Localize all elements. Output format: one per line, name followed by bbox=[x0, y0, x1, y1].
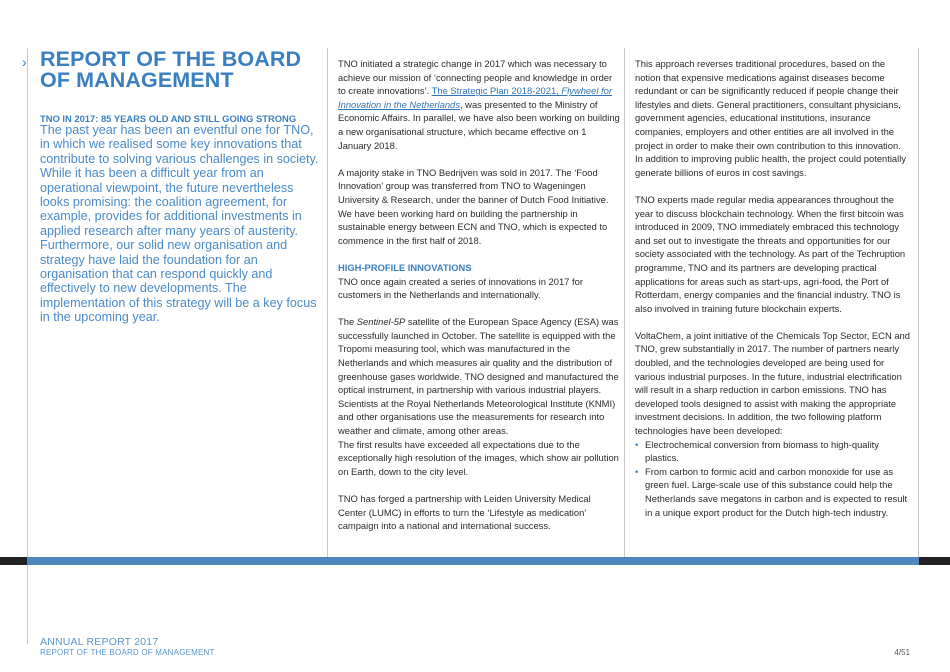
paragraph: A majority stake in TNO Bedrijven was sold in 2017. The ‘Food Innovation’ group was transferred from TNO to Wageningen University & Research, under the banner of Dutch Food Initiative. We have been working hard on building the partnership in sustainable energy between ECN and TNO, which is expected to commence in the first half of 2018. bbox=[338, 166, 609, 246]
page-number: 4/51 bbox=[894, 648, 910, 657]
column-divider-right bbox=[918, 48, 919, 558]
paragraph bbox=[338, 57, 620, 152]
section-heading: HIGH-PROFILE INNOVATIONS bbox=[338, 261, 472, 273]
lead-paragraph: The past year has been an eventful one for TNO, in which we realised some key innovations that contribute to solving various challenges in society. While it has been a difficult year from an operational viewpoint, the future nevertheless looks promising: the coalition agreement, for example, provides for additional investments in applied research after many years of austerity. Furthermore, our solid new organisation and strategy have laid the foundation for an organisation that can respond quickly and effectively to new developments. The implementation of this strategy will be a key focus in the upcoming year. bbox=[40, 123, 319, 325]
paragraph: TNO experts made regular media appearances throughout the year to discuss blockchain technology. When the first bitcoin was introduced in 2009, TNO immediately embraced this technology and set out to investigate the threats and opportunities for our society associated with the technology. As part of the Techruption programme, TNO and its partners are developing practical applications for areas such as start-ups, agri-food, the Port of Rotterdam, energy companies and the financial industry. TNO is also involved in training future blockchain experts. bbox=[635, 193, 906, 314]
paragraph: TNO has forged a partnership with Leiden University Medical Center (LUMC) in efforts to turn the ‘Lifestyle as medication’ campaign into a national and international success. bbox=[338, 493, 591, 532]
band-dark-left bbox=[0, 557, 27, 565]
chevron-right-icon: › bbox=[22, 54, 27, 70]
link-text: The Strategic Plan 2018-2021, bbox=[431, 85, 562, 97]
column-divider-left bbox=[27, 48, 28, 644]
platform-list bbox=[635, 438, 910, 520]
title-line-2: OF MANAGEMENT bbox=[40, 68, 234, 92]
paragraph-text: satellite of the European Space Agency (ESA) was successfully launched in October. The satellite is equipped with the Tropomi measuring tool, which was manufactured in the Netherlands and which measures air quality and the distribution of greenhouse gases worldwide. TNO designed and manufactured the optical instrument, in partnership with various industrial players. Scientists at the Royal Netherlands Meteorological Institute (KNMI) and other organisations use the measurements for research into weather and climate, among other areas. bbox=[338, 316, 619, 437]
text-column-right bbox=[635, 57, 910, 519]
paragraph: VoltaChem, a joint initiative of the Chemicals Top Sector, ECN and TNO, grew substantially in 2017. The number of partners nearly doubled, and the technologies developed are being used for various industrial purposes. In the future, industrial electrification will result in a sharp reduction in carbon emissions. TNO has developed tools designed to assist with making the appropriate investment decisions. In addition, the two following platform technologies have been developed: bbox=[635, 329, 910, 437]
title-line-1: REPORT OF THE BOARD bbox=[40, 47, 302, 71]
page-title bbox=[40, 49, 301, 91]
column-divider-2 bbox=[624, 48, 625, 558]
paragraph-text: The bbox=[338, 316, 357, 328]
paragraph bbox=[338, 315, 620, 437]
footer-section-name: REPORT OF THE BOARD OF MANAGEMENT bbox=[40, 648, 215, 657]
paragraph-text: , was presented to the Ministry of Economic Affairs. In parallel, we have also been working on building a new organisational structure, which became effective on 1 January 2018. bbox=[338, 98, 620, 151]
band-dark-right bbox=[919, 557, 950, 565]
list-item: • Electrochemical conversion from biomass to high-quality plastics. bbox=[635, 438, 910, 465]
satellite-name: Sentinel-5P bbox=[356, 316, 406, 328]
list-item: • From carbon to formic acid and carbon monoxide for use as green fuel. Large-scale use of this substance could help the Netherlands save megatons in carbon and is expected to result in a unique export product for the Dutch high-tech industry. bbox=[635, 465, 910, 519]
text-column-middle bbox=[338, 57, 620, 533]
link-text-italic: Flywheel for Innovation in the Netherlands bbox=[338, 85, 612, 110]
column-divider-1 bbox=[327, 48, 328, 558]
paragraph-text: TNO initiated a strategic change in 2017 which was necessary to achieve our mission of ‘connecting people and knowledge in order to create innovations’. bbox=[338, 58, 613, 97]
lead-heading: TNO IN 2017: 85 YEARS OLD AND STILL GOING STRONG bbox=[40, 113, 297, 124]
paragraph: This approach reverses traditional procedures, based on the notion that expensive medications against diseases become redundant or can be significantly reduced if people change their lifestyles and diets. General practitioners, consultant physicians, government agencies, educational institutions, insurance companies, employers and other entities are all involved in the project in order to make their own contribution to this innovation. In addition to improving public health, the project could potentially generate billions of euros in cost savings. bbox=[635, 58, 907, 178]
band-blue bbox=[27, 557, 919, 565]
paragraph: TNO once again created a series of innovations in 2017 for customers in the Netherlands and internationally. bbox=[338, 275, 583, 301]
paragraph: The first results have exceeded all expectations due to the exceptionally high resolution of the images, which show air pollution on Earth, down to the city level. bbox=[338, 438, 619, 477]
footer-report-name: ANNUAL REPORT 2017 bbox=[40, 636, 159, 648]
